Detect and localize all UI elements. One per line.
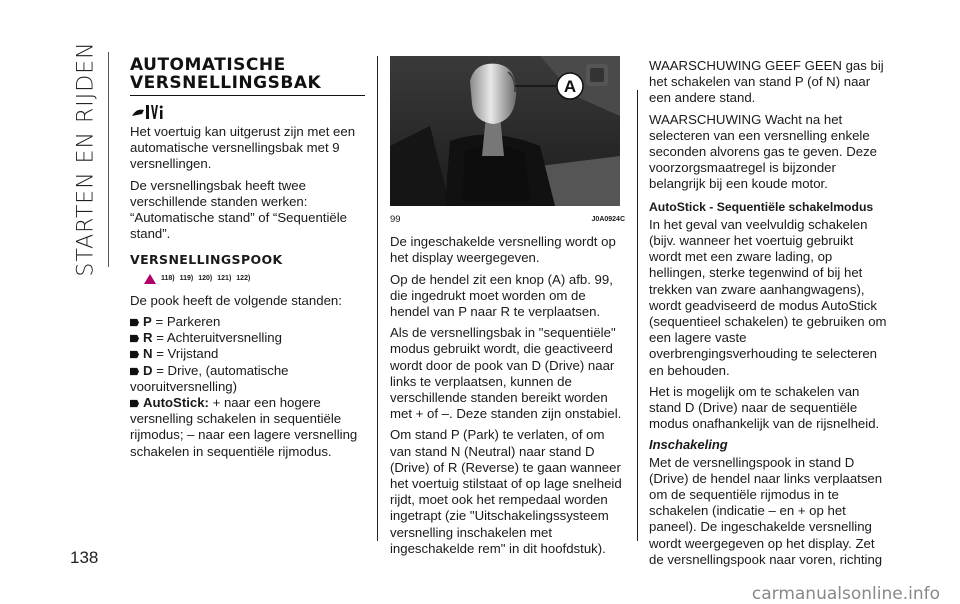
paragraph: Als de versnellingsbak in "sequentiële" modus gebruikt wordt, die geactiveerd wordt door de pook van D (Drive) naar links te verplaatsen, kunnen de verschillende standen bereikt worden met + of –. Deze standen zijn onstabiel. (390, 325, 622, 422)
list-item: D = Drive, (automatische vooruitversnelling) (130, 362, 289, 394)
gear-lever-illustration (390, 56, 620, 206)
paragraph: Om stand P (Park) te verlaten, of om van stand N (Neutral) naar stand D (Drive) of R (Reverse) te gaan wanneer het voertuig stilstaat of op lage snelheid rijdt, moet ook het rempedaal worden ingetrapt (zie "Uitschakelingssysteem versnelling inschakelen met ingeschakelde rem" in dit hoofdstuk). (390, 427, 622, 556)
column-divider (637, 90, 638, 541)
section-heading: AUTOMATISCHE VERSNELLINGSBAK (130, 56, 365, 96)
list-item: N = Vrijstand (130, 346, 365, 362)
paragraph: In het geval van veelvuldig schakelen (bijv. wanneer het voertuig gebruikt wordt met een zware lading, op hellingen, sterke tegenwind of bij het trekken van zware aanhangwagens), wordt geadviseerd de modus AutoStick (sequentieel schakelen) te gebruiken om een lagere vaste overbrengingsverhouding te selecteren en behouden. (649, 216, 887, 378)
paragraph: Het voertuig kan uitgerust zijn met een automatische versnellingsbak met 9 versnellingen. (130, 124, 356, 172)
paragraph: Het is mogelijk om te schakelen van stand D (Drive) naar de sequentiële modus onafhankelijk van de rijsnelheid. (649, 383, 880, 432)
electronic-feature-icon (130, 102, 170, 122)
reference: 121) (217, 274, 232, 282)
reference: 120) (198, 274, 213, 282)
warning-paragraph: WAARSCHUWING Wacht na het selecteren van een versnelling enkele seconden alvorens gas te geven. Deze voorzorgsmaatregel is bijzonder belangrijk bij een koude motor. (649, 111, 877, 192)
chapter-rule (108, 52, 109, 267)
column-2 (390, 56, 625, 562)
bullet-icon (130, 334, 139, 343)
paragraph: De pook heeft de volgende standen: (130, 292, 342, 308)
paragraph: De versnellingsbak heeft twee verschillende standen werken: “Automatische stand” of “Sequentiële stand”. (130, 177, 347, 242)
warning-references (144, 271, 365, 287)
list-item: P = Parkeren (130, 314, 365, 330)
column-1 (130, 56, 365, 460)
figure-number: 99 (390, 214, 401, 225)
gear-lever-photo (390, 56, 620, 206)
paragraph: Op de hendel zit een knop (A) afb. 99, die ingedrukt moet worden om de hendel van P naar R te verplaatsen. (390, 271, 613, 320)
bullet-icon (130, 318, 139, 327)
subsection-heading: VERSNELLINGSPOOK (130, 252, 283, 268)
callout-label: A (563, 77, 577, 96)
bullet-icon (130, 350, 139, 359)
warning-paragraph: WAARSCHUWING GEEF GEEN gas bij het schakelen van stand P (of N) naar een andere stand. (649, 58, 884, 106)
reference: 119) (179, 274, 194, 282)
list-item: AutoStick: + naar een hogere versnelling schakelen in sequentiële rijmodus; – naar een lagere versnelling schakelen in sequentiële rijmodus. (130, 395, 358, 459)
subsection-heading: AutoStick - Sequentiële schakelmodus (649, 199, 874, 214)
bullet-icon (130, 399, 139, 408)
column-divider (377, 56, 378, 541)
paragraph: De ingeschakelde versnelling wordt op het display weergegeven. (390, 234, 616, 266)
subsection-heading: Inschakeling (649, 437, 728, 453)
warning-triangle-icon (144, 274, 156, 284)
reference: 122) (236, 274, 251, 282)
figure-code: J0A0924C (591, 216, 625, 223)
list-item: R = Achteruitversnelling (130, 330, 365, 346)
chapter-title: STARTEN EN RIJDEN (73, 41, 99, 277)
figure-caption (390, 212, 625, 228)
watermark: carmanualsonline.info (751, 584, 940, 604)
feature-icon-row (130, 102, 365, 122)
page-number: 138 (70, 548, 99, 567)
reference: 118) (161, 274, 175, 282)
bullet-icon (130, 367, 139, 376)
column-3 (649, 58, 889, 573)
paragraph: Met de versnellingspook in stand D (Drive) de hendel naar links verplaatsen om de sequentiële rijmodus in te schakelen (indicatie – en + op het paneel). De ingeschakelde versnelling wordt weergegeven op het display. Zet de versnellingspook naar voren, richting (649, 454, 883, 567)
